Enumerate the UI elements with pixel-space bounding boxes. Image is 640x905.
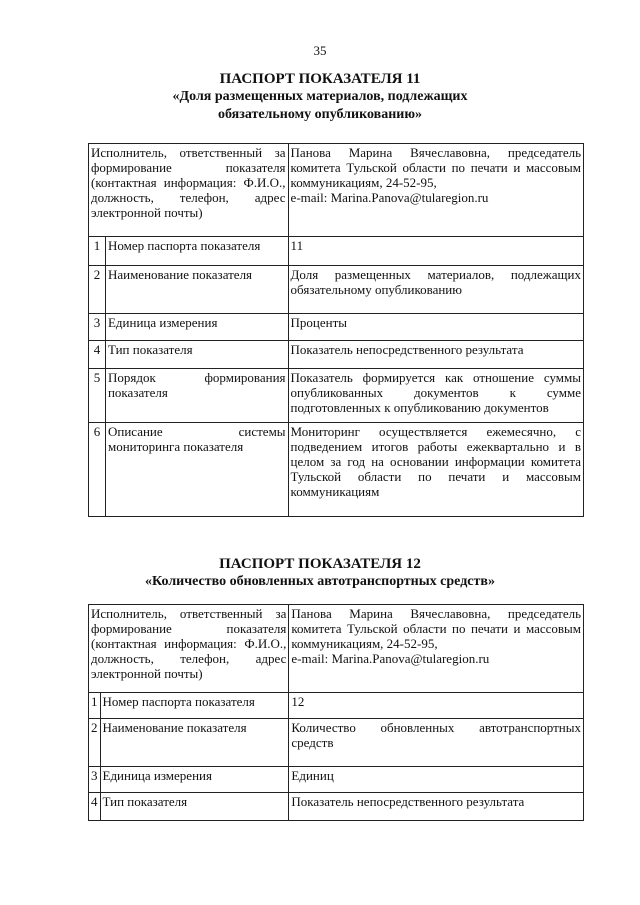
row-label: Единица измерения [100, 767, 289, 793]
table-row [89, 266, 584, 314]
row-number: 5 [89, 369, 106, 423]
row-number: 1 [89, 693, 101, 719]
row-number: 3 [89, 767, 101, 793]
passport-12-heading [0, 555, 640, 591]
row-value: Показатель непосредственного результата [289, 793, 584, 821]
row-value: Доля размещенных материалов, подлежащих обязательному опубликованию [288, 266, 583, 314]
row-label: Тип показателя [105, 341, 288, 369]
row-number: 3 [89, 314, 106, 341]
passport-12-table [88, 604, 584, 821]
table-row [89, 767, 584, 793]
table-row [89, 369, 584, 423]
executor-value [289, 605, 584, 693]
row-value: 11 [288, 237, 583, 266]
row-number: 2 [89, 266, 106, 314]
row-value: Количество обновленных автотранспортных средств [289, 719, 584, 767]
row-number: 6 [89, 423, 106, 517]
passport-11-subtitle-line2: обязательному опубликованию» [217, 107, 423, 122]
table-row [89, 719, 584, 767]
row-value: 12 [289, 693, 584, 719]
row-label: Номер паспорта показателя [105, 237, 288, 266]
passport-11-table [88, 143, 584, 517]
table-row [89, 314, 584, 341]
table-row [89, 693, 584, 719]
row-number: 2 [89, 719, 101, 767]
row-number: 1 [89, 237, 106, 266]
row-number: 4 [89, 793, 101, 821]
executor-email: e-mail: Marina.Panova@tularegion.ru [291, 651, 490, 666]
table-row [89, 793, 584, 821]
table-row [89, 237, 584, 266]
executor-value-text: Панова Марина Вячеславовна, председатель комитета Тульской области по печати и массовым коммуникациям, 24-52-95, [291, 606, 581, 651]
executor-value-text: Панова Марина Вячеславовна, председатель комитета Тульской области по печати и массовым коммуникациям, 24-52-95, [290, 145, 581, 190]
executor-row [89, 605, 584, 693]
page-number: 35 [313, 43, 327, 58]
row-label: Наименование показателя [105, 266, 288, 314]
row-value: Мониторинг осуществляется ежемесячно, с подведением итогов работы ежеквартально и в целом за год на основании информации комитета Тульской области по печати и массовым коммуникациям [288, 423, 583, 517]
row-value: Показатель формируется как отношение суммы опубликованных документов к сумме подготовленных к опубликованию документов [288, 369, 583, 423]
executor-value [288, 144, 583, 237]
table-row [89, 423, 584, 517]
row-value: Проценты [288, 314, 583, 341]
row-value: Единиц [289, 767, 584, 793]
passport-11-heading [0, 70, 640, 124]
passport-11-title: ПАСПОРТ ПОКАЗАТЕЛЯ 11 [219, 71, 421, 87]
executor-label: Исполнитель, ответственный за формирование показателя (контактная информация: Ф.И.О., должность, телефон, адрес электронной почты) [89, 144, 289, 237]
row-label: Тип показателя [100, 793, 289, 821]
executor-row [89, 144, 584, 237]
row-label: Единица измерения [105, 314, 288, 341]
passport-12-subtitle: «Количество обновленных автотранспортных средств» [145, 574, 495, 589]
row-value: Показатель непосредственного результата [288, 341, 583, 369]
passport-12-title: ПАСПОРТ ПОКАЗАТЕЛЯ 12 [219, 556, 421, 572]
passport-11-subtitle-line1: «Доля размещенных материалов, подлежащих [172, 89, 468, 104]
row-label: Порядок формирования показателя [105, 369, 288, 423]
table-row [89, 341, 584, 369]
row-label: Номер паспорта показателя [100, 693, 289, 719]
row-number: 4 [89, 341, 106, 369]
row-label: Описание системы мониторинга показателя [105, 423, 288, 517]
executor-email: e-mail: Marina.Panova@tularegion.ru [290, 190, 489, 205]
row-label: Наименование показателя [100, 719, 289, 767]
executor-label: Исполнитель, ответственный за формирование показателя (контактная информация: Ф.И.О., должность, телефон, адрес электронной почты) [89, 605, 289, 693]
